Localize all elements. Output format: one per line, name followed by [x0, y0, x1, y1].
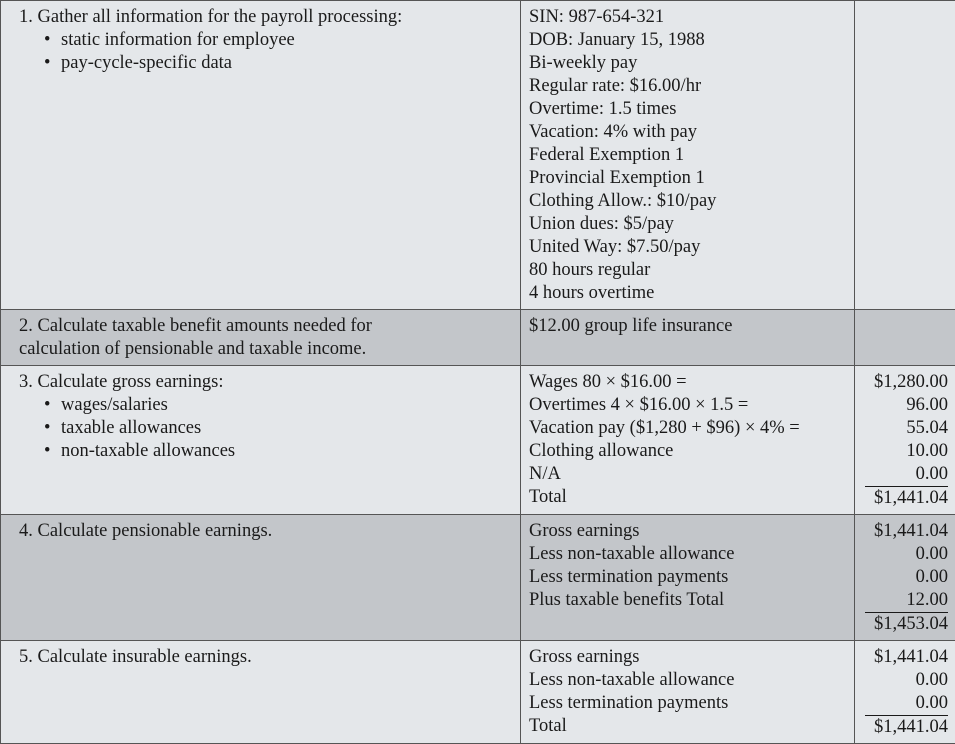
amount-value: $1,441.04: [859, 520, 948, 543]
detail-line: Union dues: $5/pay: [529, 213, 848, 236]
detail-line: Gross earnings: [529, 646, 848, 669]
amount-value: 0.00: [859, 669, 948, 692]
amount-cell: [855, 641, 955, 744]
amount-cell: [855, 366, 955, 515]
detail-line: Regular rate: $16.00/hr: [529, 75, 848, 98]
detail-line: DOB: January 15, 1988: [529, 29, 848, 52]
detail-line: Bi-weekly pay: [529, 52, 848, 75]
detail-line: N/A: [529, 463, 848, 486]
amount-value: 0.00: [859, 566, 948, 589]
table-row: [1, 641, 955, 744]
step-title-line: calculation of pensionable and taxable income.: [44, 338, 512, 361]
amount-total: $1,453.04: [859, 613, 948, 636]
detail-line: Total: [529, 486, 848, 509]
detail-line: Vacation: 4% with pay: [529, 121, 848, 144]
table-row: [1, 310, 955, 366]
detail-cell: [521, 1, 855, 310]
detail-cell: [521, 515, 855, 641]
detail-cell: [521, 366, 855, 515]
detail-line: Clothing Allow.: $10/pay: [529, 190, 848, 213]
step-title: 1. Gather all information for the payroll processing:: [19, 6, 512, 29]
step-cell: [1, 641, 521, 744]
step-title-line: 2. Calculate taxable benefit amounts needed for: [44, 315, 512, 338]
detail-line: Total: [529, 715, 848, 738]
detail-line: $12.00 group life insurance: [529, 315, 848, 338]
step-title: [19, 315, 512, 361]
amount-value: $1,441.04: [859, 646, 948, 669]
step-title: 4. Calculate pensionable earnings.: [19, 520, 512, 543]
amount-cell: [855, 1, 955, 310]
detail-line: Gross earnings: [529, 520, 848, 543]
detail-line: Provincial Exemption 1: [529, 167, 848, 190]
detail-line: Less non-taxable allowance: [529, 669, 848, 692]
amount-cell: [855, 515, 955, 641]
detail-cell: [521, 310, 855, 366]
detail-line: Less termination payments: [529, 692, 848, 715]
detail-line: Less termination payments: [529, 566, 848, 589]
step-cell: [1, 515, 521, 641]
step-bullet-list: [19, 29, 512, 75]
detail-line: 80 hours regular: [529, 259, 848, 282]
amount-total: $1,441.04: [859, 716, 948, 739]
detail-line: SIN: 987-654-321: [529, 6, 848, 29]
detail-line: Vacation pay ($1,280 + $96) × 4% =: [529, 417, 848, 440]
amount-value: 12.00: [865, 589, 948, 613]
detail-line: Overtime: 1.5 times: [529, 98, 848, 121]
detail-line: Clothing allowance: [529, 440, 848, 463]
amount-value: 0.00: [865, 692, 948, 716]
detail-cell: [521, 641, 855, 744]
step-cell: [1, 366, 521, 515]
table-row: [1, 366, 955, 515]
table-row: [1, 515, 955, 641]
detail-line: 4 hours overtime: [529, 282, 848, 305]
step-cell: [1, 310, 521, 366]
step-bullet-list: [19, 394, 512, 463]
list-item: • taxable allowances: [44, 417, 512, 440]
detail-line: Less non-taxable allowance: [529, 543, 848, 566]
step-title: 3. Calculate gross earnings:: [19, 371, 512, 394]
amount-value: 96.00: [859, 394, 948, 417]
amount-value: 0.00: [865, 463, 948, 487]
list-item: • wages/salaries: [44, 394, 512, 417]
amount-value: 55.04: [859, 417, 948, 440]
step-title: 5. Calculate insurable earnings.: [19, 646, 512, 669]
detail-line: Wages 80 × $16.00 =: [529, 371, 848, 394]
detail-line: United Way: $7.50/pay: [529, 236, 848, 259]
detail-line: Overtimes 4 × $16.00 × 1.5 =: [529, 394, 848, 417]
amount-total: $1,441.04: [859, 487, 948, 510]
detail-line: Plus taxable benefits Total: [529, 589, 848, 612]
amount-cell: [855, 310, 955, 366]
amount-value: $1,280.00: [859, 371, 948, 394]
table-row: [1, 1, 955, 310]
amount-value: 0.00: [859, 543, 948, 566]
step-cell: [1, 1, 521, 310]
list-item: • pay-cycle-specific data: [44, 52, 512, 75]
amount-value: 10.00: [859, 440, 948, 463]
list-item: • non-taxable allowances: [44, 440, 512, 463]
detail-line: Federal Exemption 1: [529, 144, 848, 167]
list-item: • static information for employee: [44, 29, 512, 52]
